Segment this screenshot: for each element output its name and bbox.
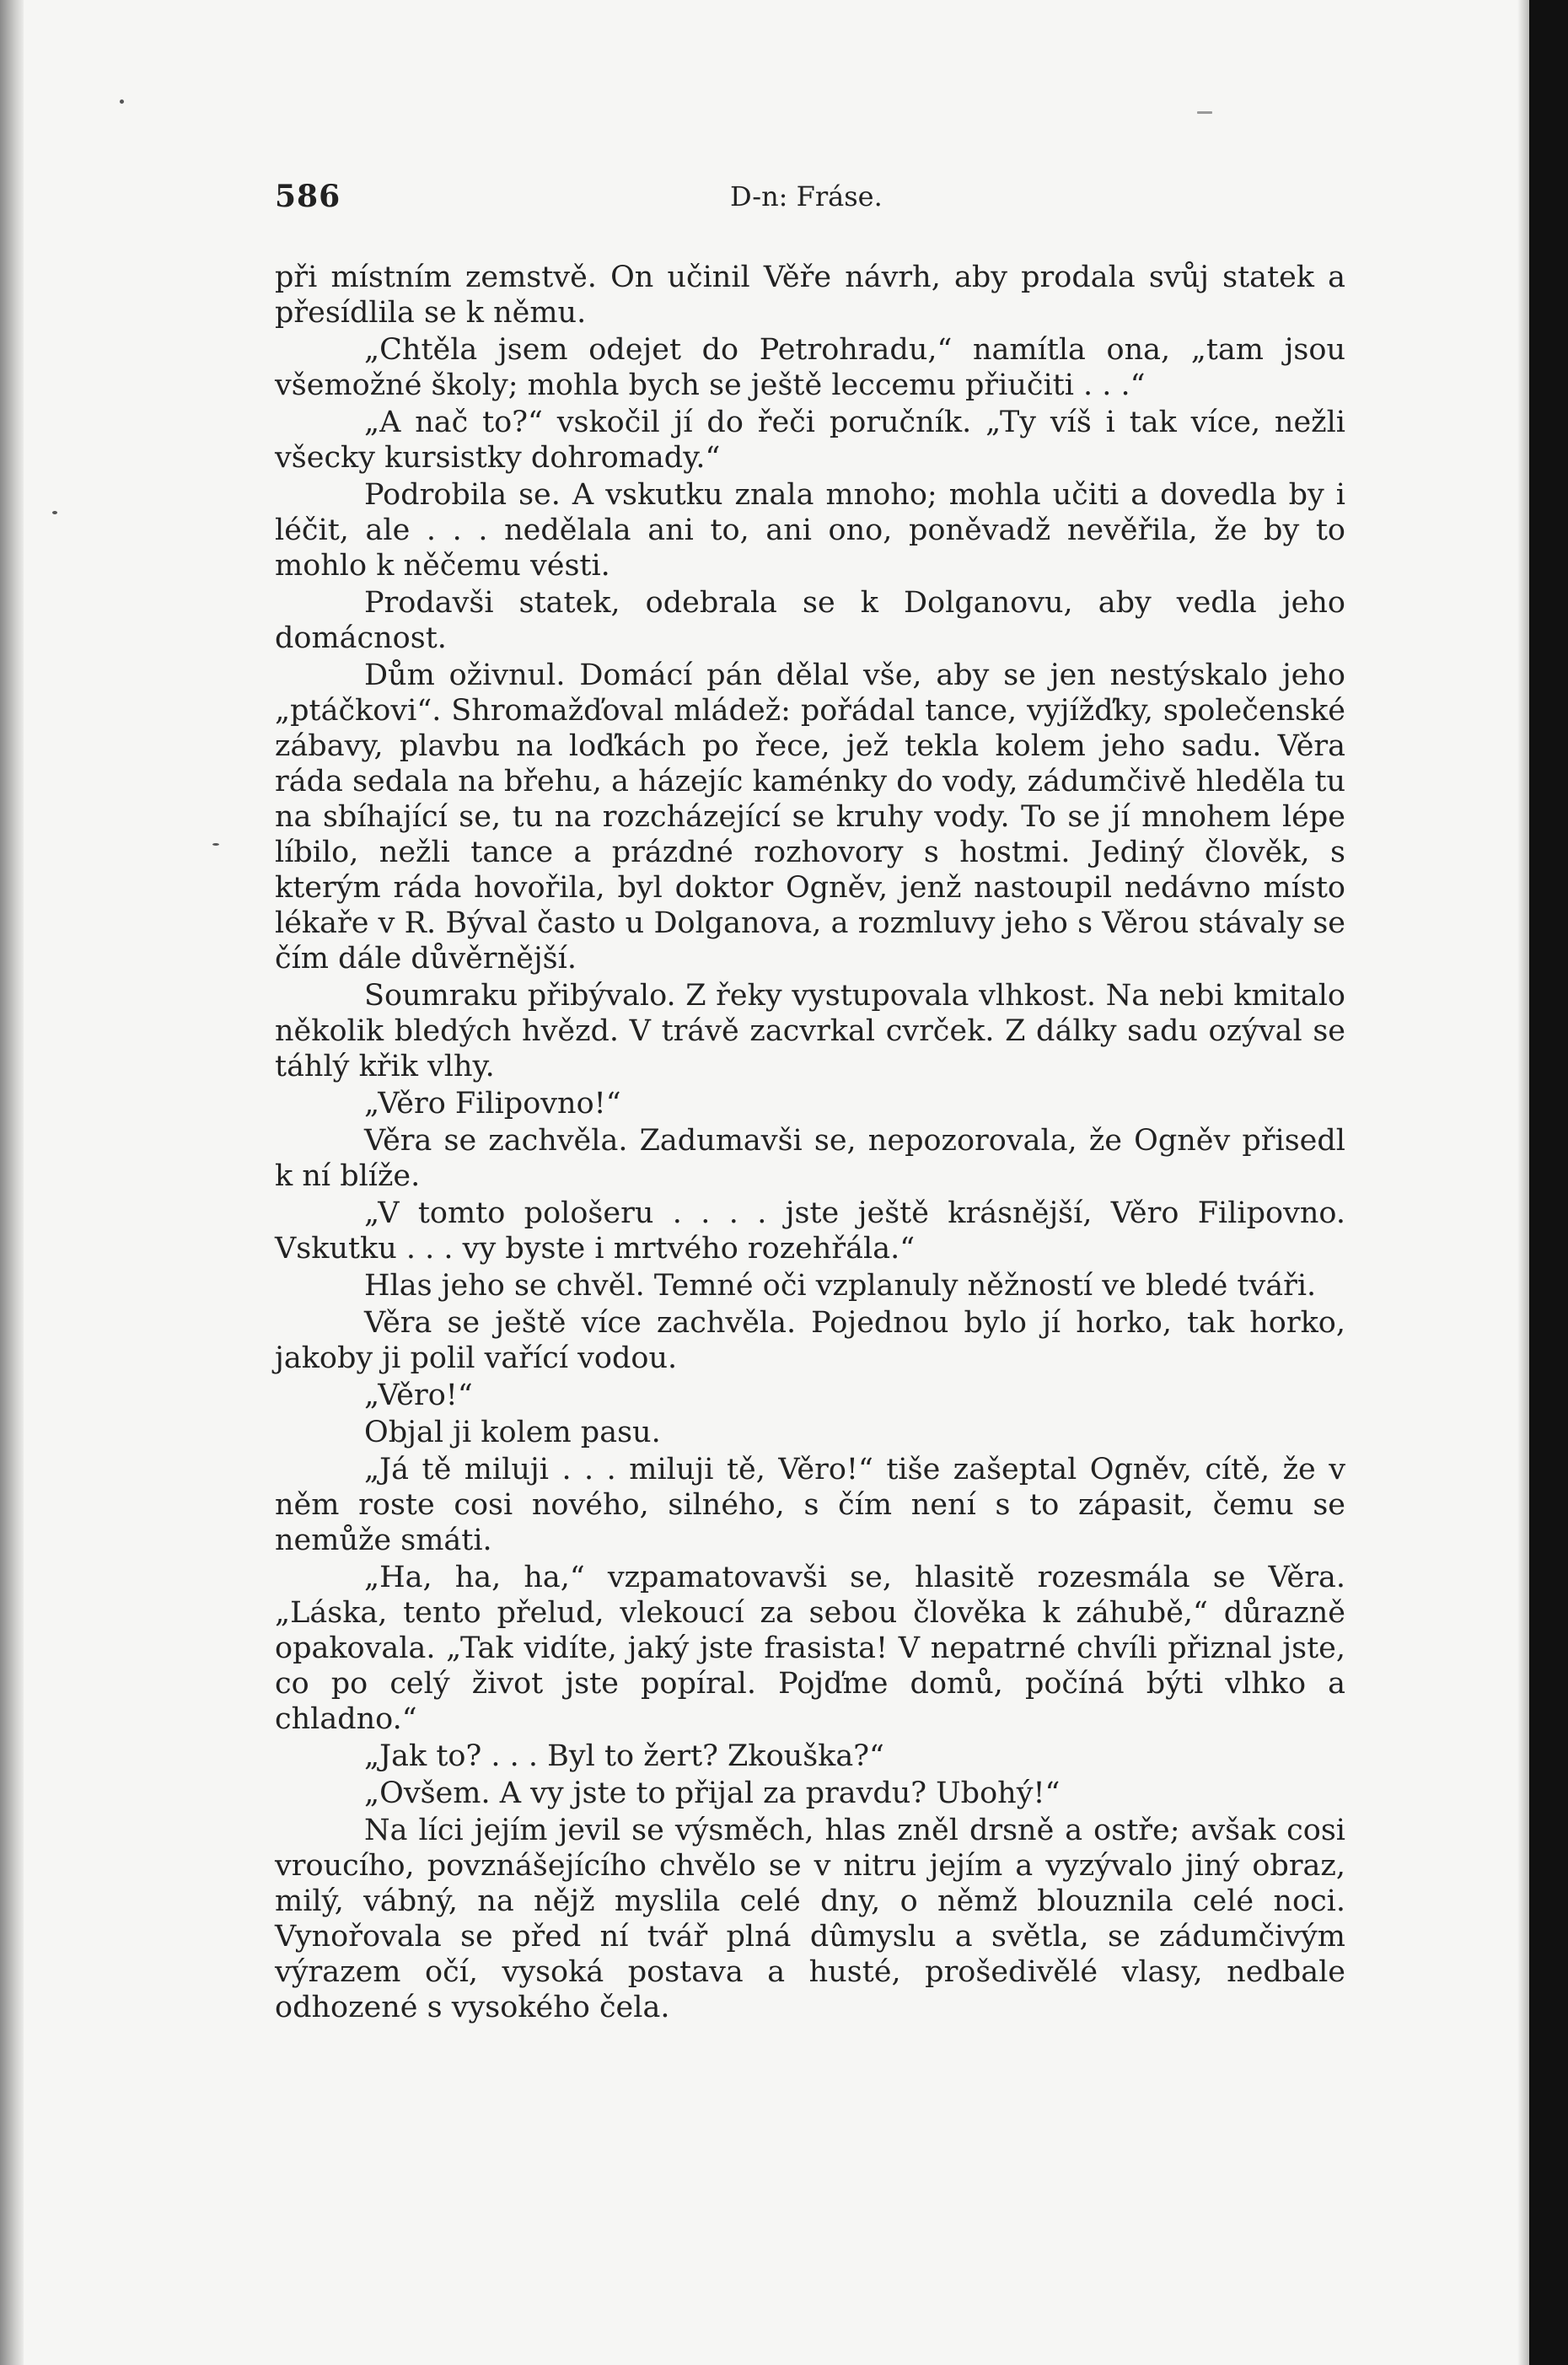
paragraph: „Ha, ha, ha,“ vzpamatovavši se, hlasitě rozesmála se Věra. „Láska, tento přelud, vlekoucí za sebou člověka k záhubě,“ důrazně opakovala. „Tak vidíte, jaký jste frasista! V nepatrné chvíli přiznal jste, co po celý život jste popíral. Pojďme domů, počíná býti vlhko a chladno.“	[275, 1561, 1345, 1736]
page-header	[275, 179, 1345, 221]
paragraph: „Věro Filipovno!“	[364, 1087, 621, 1121]
paragraph: „Věro!“	[364, 1379, 473, 1412]
page-edge-shadow	[1517, 0, 1529, 2365]
paragraph: „Jak to? . . . Byl to žert? Zkouška?“	[364, 1739, 884, 1773]
body-text	[275, 260, 1345, 2027]
paragraph: „A nač to?“ vskočil jí do řeči poručník. „Ty víš i tak více, nežli všecky kursistky dohromady.“	[275, 406, 1345, 475]
paragraph: „Ovšem. A vy jste to přijal za pravdu? Ubohý!“	[364, 1776, 1061, 1810]
paragraph: při místním zemstvě. On učinil Věře návrh, aby prodala svůj statek a přesídlila se k němu.	[275, 261, 1345, 330]
paragraph: „Chtěla jsem odejet do Petrohradu,“ namítla ona, „tam jsou všemožné školy; mohla bych se ještě leccemu přiučiti . . .“	[275, 333, 1345, 402]
running-title: D-n: Fráse.	[730, 180, 883, 212]
page-binding-shadow	[0, 0, 24, 2365]
paragraph: Hlas jeho se chvěl. Temné oči vzplanuly něžností ve bledé tváři.	[364, 1269, 1317, 1303]
paragraph: Věra se zachvěla. Zadumavši se, nepozorovala, že Ogněv přisedl k ní blíže.	[275, 1124, 1345, 1193]
paragraph: Prodavši statek, odebrala se k Dolganovu, aby vedla jeho domácnost.	[275, 586, 1345, 655]
scan-speck	[120, 99, 124, 104]
paragraph: Objal ji kolem pasu.	[364, 1416, 661, 1449]
paragraph: Podrobila se. A vskutku znala mnoho; mohla učiti a dovedla by i léčit, ale . . . nedělala ani to, ani ono, poněvadž nevěřila, že by to mohlo k něčemu vésti.	[275, 478, 1345, 583]
paragraph: „V tomto pološeru . . . . jste ještě krásnější, Věro Filipovno. Vskutku . . . vy byste i mrtvého rozehřála.“	[275, 1196, 1345, 1266]
scan-border	[1529, 0, 1568, 2365]
paragraph: Dům oživnul. Domácí pán dělal vše, aby se jen nestýskalo jeho „ptáčkovi“. Shromažďoval mládež: pořádal tance, vyjížďky, společenské zábavy, plavbu na loďkách po řece, jež tekla kolem jeho sadu. Věra ráda sedala na břehu, a házejíc kaménky do vody, zádumčivě hleděla tu na sbíhající se, tu na rozcházející se kruhy vody. To se jí mnohem lépe líbilo, nežli tance a prázdné rozhovory s hostmi. Jediný člověk, s kterým ráda hovořila, byl doktor Ogněv, jenž nastoupil nedávno místo lékaře v R. Býval často u Dolganova, a rozmluvy jeho s Věrou stávaly se čím dále důvěrnější.	[275, 658, 1345, 976]
paragraph: „Já tě miluji . . . miluji tě, Věro!“ tiše zašeptal Ogněv, cítě, že v něm roste cosi nového, silného, s čím není s to zápasit, čemu se nemůže smáti.	[275, 1453, 1345, 1557]
scan-speck	[1197, 111, 1212, 114]
paragraph: Soumraku přibývalo. Z řeky vystupovala vlhkost. Na nebi kmitalo několik bledých hvězd. V trávě zacvrkal cvrček. Z dálky sadu ozýval se táhlý křik vlhy.	[275, 979, 1345, 1083]
paragraph: Na líci jejím jevil se výsměch, hlas zněl drsně a ostře; avšak cosi vroucího, povznášejícího chvělo se v nitru jejím a vyzývalo jiný obraz, milý, vábný, na nějž myslila celé dny, o němž blouznila celé noci. Vynořovala se před ní tvář plná dûmyslu a světla, se zádumčivým výrazem očí, vysoká postava a husté, prošedivělé vlasy, nedbale odhozené s vysokého čela.	[275, 1814, 1345, 2024]
page-number: 586	[275, 179, 341, 214]
scan-speck	[52, 511, 57, 514]
scan-speck	[212, 843, 219, 846]
paragraph: Věra se ještě více zachvěla. Pojednou bylo jí horko, tak horko, jakoby ji polil vařící vodou.	[275, 1306, 1345, 1375]
